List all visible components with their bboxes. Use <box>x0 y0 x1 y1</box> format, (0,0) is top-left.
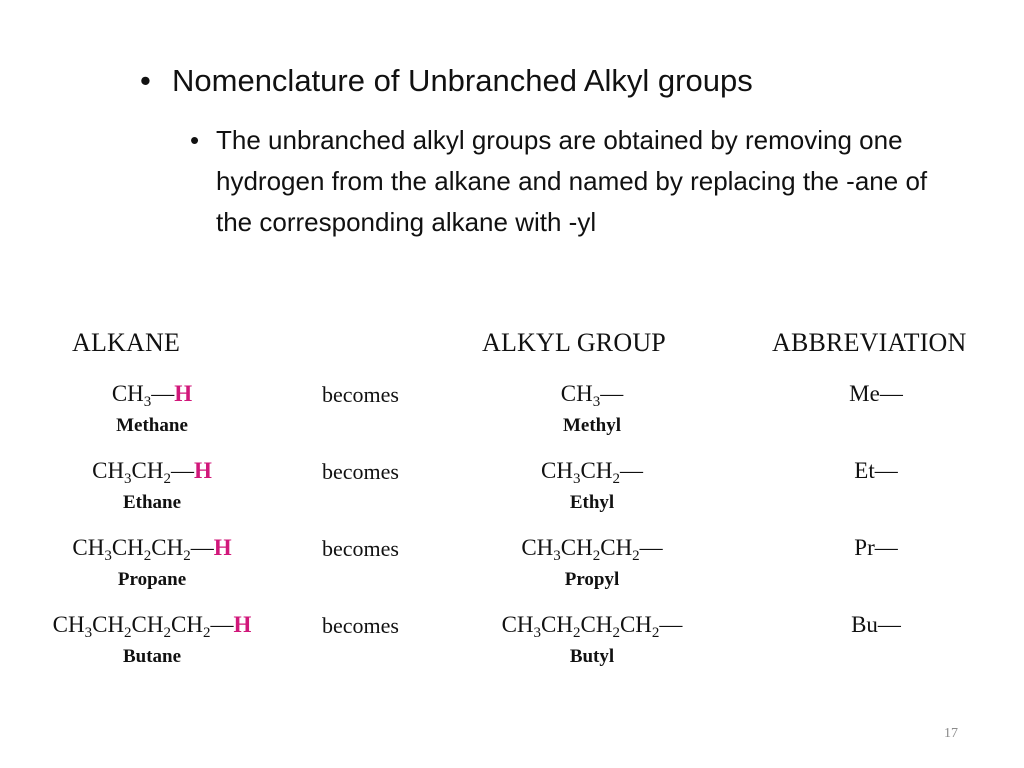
formula-subscript: 2 <box>651 625 660 641</box>
abbreviation <box>854 458 897 484</box>
bond-dash: — <box>659 612 683 637</box>
formula-subscript: 2 <box>163 471 172 487</box>
becomes-label: becomes <box>322 613 399 638</box>
formula-subscript: 2 <box>143 548 152 564</box>
formula-element: CH <box>171 612 203 637</box>
formula-subscript: 3 <box>533 625 542 641</box>
alkane-formula <box>52 612 252 641</box>
bullet-dot-icon: • <box>190 125 200 155</box>
formula-subscript: 2 <box>592 548 601 564</box>
becomes-label: becomes <box>322 536 399 561</box>
bond-dash: — <box>639 535 663 560</box>
bond-dash: — <box>874 535 898 560</box>
formula-subscript: 3 <box>124 471 132 487</box>
alkane-name: Propane <box>117 569 187 590</box>
alkyl-name: Ethyl <box>569 492 615 513</box>
formula-element: CH <box>600 535 633 560</box>
formula-subscript: 3 <box>143 394 152 410</box>
alkane-formula <box>92 458 212 487</box>
formula-element: CH <box>92 612 125 637</box>
alkyl-formula <box>541 458 643 487</box>
bond-dash: — <box>190 535 214 560</box>
formula-subscript: 2 <box>163 625 172 641</box>
becomes-label: becomes <box>322 382 399 407</box>
bond-dash: — <box>151 381 175 406</box>
formula-subscript: 3 <box>84 625 93 641</box>
bond-dash: — <box>210 612 234 637</box>
formula-element: CH <box>111 381 144 406</box>
alkyl-name: Propyl <box>564 569 620 590</box>
becomes-label: becomes <box>322 459 399 484</box>
formula-element: CH <box>131 612 164 637</box>
bond-dash: — <box>171 458 195 483</box>
formula-element: CH <box>92 458 125 483</box>
formula-element: CH <box>52 612 85 637</box>
page-number: 17 <box>944 726 958 741</box>
bullet-dot-icon: • <box>140 63 151 98</box>
formula-element: CH <box>560 535 593 560</box>
alkyl-name: Methyl <box>562 415 622 436</box>
formula-element: CH <box>501 612 534 637</box>
abbreviation <box>851 612 901 638</box>
formula-element: CH <box>541 612 573 637</box>
formula-subscript: 3 <box>553 548 561 564</box>
formula-element: CH <box>619 612 652 637</box>
bond-dash: — <box>879 381 903 406</box>
abbreviation-text: Et <box>854 458 875 483</box>
alkyl-formula <box>560 381 624 410</box>
abbreviation <box>849 381 903 407</box>
abbreviation-text: Me <box>849 381 880 406</box>
formula-subscript: 3 <box>104 548 112 564</box>
removed-hydrogen: H <box>213 535 232 560</box>
removed-hydrogen: H <box>174 381 193 406</box>
abbreviation <box>854 535 897 561</box>
alkane-name: Butane <box>122 646 182 667</box>
alkane-formula <box>111 381 193 410</box>
formula-subscript: 2 <box>124 625 132 641</box>
bullet-level-2 <box>190 120 950 243</box>
bullet-2-text: The unbranched alkyl groups are obtained by removing one hydrogen from the alkane and named by replacing the -ane of the corresponding alkane with -yl <box>216 125 928 237</box>
bullet-1-text: Nomenclature of Unbranched Alkyl groups <box>172 63 753 98</box>
formula-element: CH <box>151 535 184 560</box>
alkane-name: Ethane <box>122 492 182 513</box>
abbreviation-text: Bu <box>851 612 878 637</box>
alkyl-formula <box>501 612 683 641</box>
abbreviation-text: Pr <box>854 535 875 560</box>
formula-element: CH <box>580 458 613 483</box>
bond-dash: — <box>874 458 898 483</box>
removed-hydrogen: H <box>194 458 212 483</box>
formula-subscript: 2 <box>573 625 581 641</box>
formula-subscript: 3 <box>592 394 601 410</box>
formula-subscript: 2 <box>612 471 620 487</box>
formula-element: CH <box>541 458 573 483</box>
alkane-formula <box>72 535 232 564</box>
formula-element: CH <box>521 535 554 560</box>
header-abbreviation: ABBREVIATION <box>772 328 967 357</box>
header-alkane: ALKANE <box>72 328 181 357</box>
formula-element: CH <box>131 458 164 483</box>
alkane-name: Methane <box>116 415 188 436</box>
formula-subscript: 2 <box>202 625 211 641</box>
bond-dash: — <box>619 458 643 483</box>
formula-element: CH <box>111 535 144 560</box>
formula-subscript: 2 <box>183 548 191 564</box>
removed-hydrogen: H <box>233 612 252 637</box>
alkyl-name: Butyl <box>569 646 615 667</box>
bond-dash: — <box>600 381 624 406</box>
formula-element: CH <box>560 381 593 406</box>
formula-subscript: 3 <box>573 471 581 487</box>
header-alkyl-group: ALKYL GROUP <box>482 328 666 357</box>
formula-element: CH <box>580 612 613 637</box>
bond-dash: — <box>877 612 901 637</box>
alkyl-formula <box>521 535 663 564</box>
formula-element: CH <box>72 535 105 560</box>
formula-subscript: 2 <box>612 625 620 641</box>
formula-subscript: 2 <box>632 548 640 564</box>
